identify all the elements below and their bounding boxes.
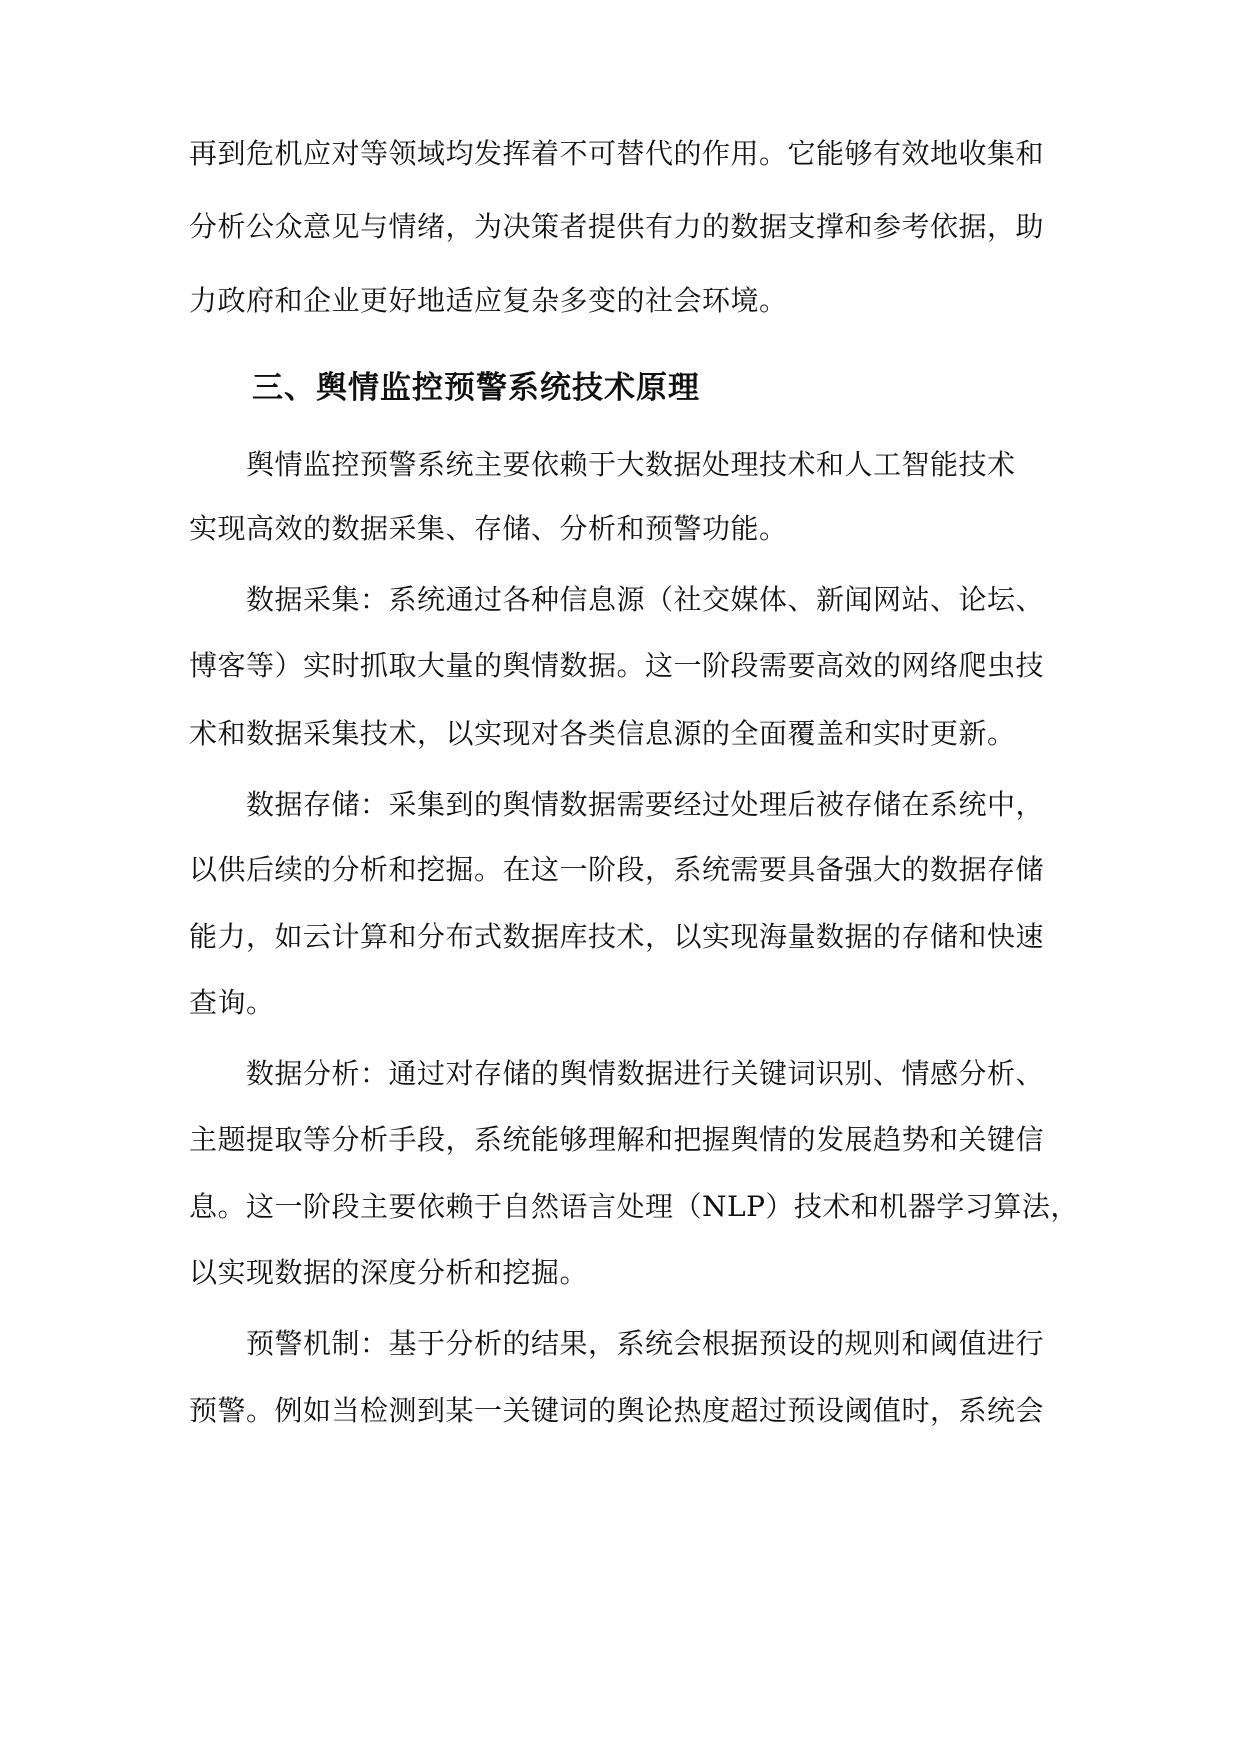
collection-line-3: 术和数据采集技术，以实现对各类信息源的全面覆盖和实时更新。 <box>189 717 1016 750</box>
overview-line-2: 实现高效的数据采集、存储、分析和预警功能。 <box>189 512 788 545</box>
analysis-line-3: 息。这一阶段主要依赖于自然语言处理（NLP）技术和机器学习算法， <box>189 1190 1079 1223</box>
analysis-line-1: 数据分析：通过对存储的舆情数据进行关键词识别、情感分析、 <box>189 1057 1045 1090</box>
intro-line-2: 分析公众意见与情绪，为决策者提供有力的数据支撑和参考依据，助 <box>189 210 1045 243</box>
warning-line-1: 预警机制：基于分析的结果，系统会根据预设的规则和阈值进行 <box>189 1327 1045 1360</box>
intro-line-3: 力政府和企业更好地适应复杂多变的社会环境。 <box>189 284 788 317</box>
overview-line-1: 舆情监控预警系统主要依赖于大数据处理技术和人工智能技术 <box>189 448 1016 481</box>
storage-line-3: 能力，如云计算和分布式数据库技术，以实现海量数据的存储和快速 <box>189 920 1045 953</box>
warning-line-2: 预警。例如当检测到某一关键词的舆论热度超过预设阈值时，系统会 <box>189 1394 1045 1427</box>
storage-line-4: 查询。 <box>189 986 275 1019</box>
storage-line-2: 以供后续的分析和挖掘。在这一阶段，系统需要具备强大的数据存储 <box>189 853 1045 886</box>
intro-line-1: 再到危机应对等领域均发挥着不可替代的作用。它能够有效地收集和 <box>189 137 1045 170</box>
section-heading: 三、舆情监控预警系统技术原理 <box>252 370 700 406</box>
analysis-line-4: 以实现数据的深度分析和挖掘。 <box>189 1256 589 1289</box>
storage-line-1: 数据存储：采集到的舆情数据需要经过处理后被存储在系统中， <box>189 788 1045 821</box>
collection-line-2: 博客等）实时抓取大量的舆情数据。这一阶段需要高效的网络爬虫技 <box>189 649 1045 682</box>
analysis-line-2: 主题提取等分析手段，系统能够理解和把握舆情的发展趋势和关键信 <box>189 1123 1045 1156</box>
collection-line-1: 数据采集：系统通过各种信息源（社交媒体、新闻网站、论坛、 <box>189 583 1045 616</box>
